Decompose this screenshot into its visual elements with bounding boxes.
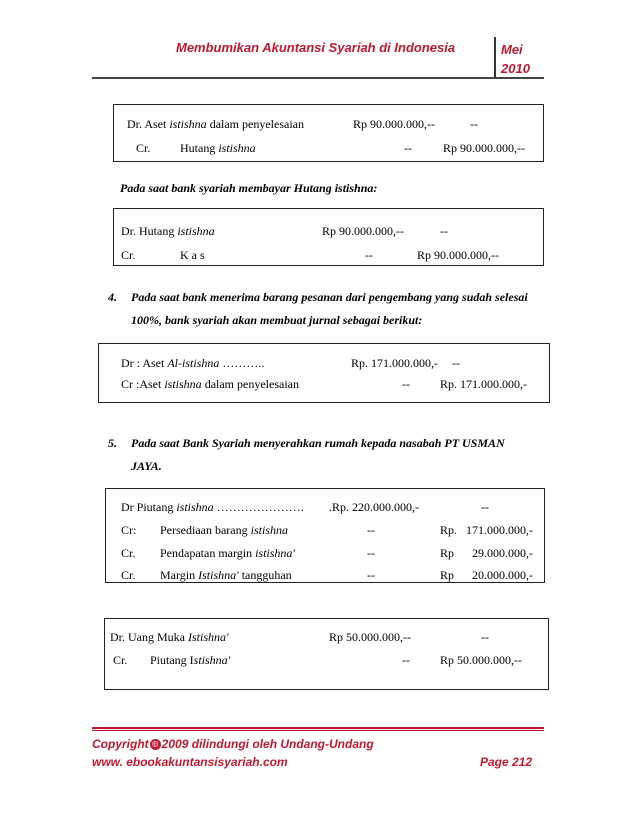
header-separator [494,37,496,79]
item-5-line-1: Pada saat Bank Syariah menyerahkan rumah kepada nasabah PT USMAN [131,436,505,450]
item-4-number: 4. [108,290,117,304]
footer-rule [92,727,544,729]
header-month: Mei [501,42,523,57]
header-date [501,40,530,78]
footer-copyright: Copyright © 2009 dilindungi oleh Undang-Undang [92,737,374,751]
item-5-number: 5. [108,436,117,450]
header-year: 2010 [501,61,530,76]
footer-page-number: Page 212 [480,755,533,769]
footer-website: www. ebookakuntansisyariah.com [92,755,288,769]
item-4-line-1: Pada saat bank menerima barang pesanan dari pengembang yang sudah selesai [131,290,528,304]
item-5-line-2: JAYA. [131,459,162,473]
header-rule [92,77,544,79]
footer-rule-thin [92,730,544,731]
header-title: Membumikan Akuntansi Syariah di Indonesia [176,40,456,55]
copyright-icon: © [150,739,161,750]
paragraph-bayar-hutang: Pada saat bank syariah membayar Hutang istishna: [120,181,378,195]
item-4-line-2: 100%, bank syariah akan membuat jurnal sebagai berikut: [131,313,423,327]
journal-box-3 [98,343,550,403]
